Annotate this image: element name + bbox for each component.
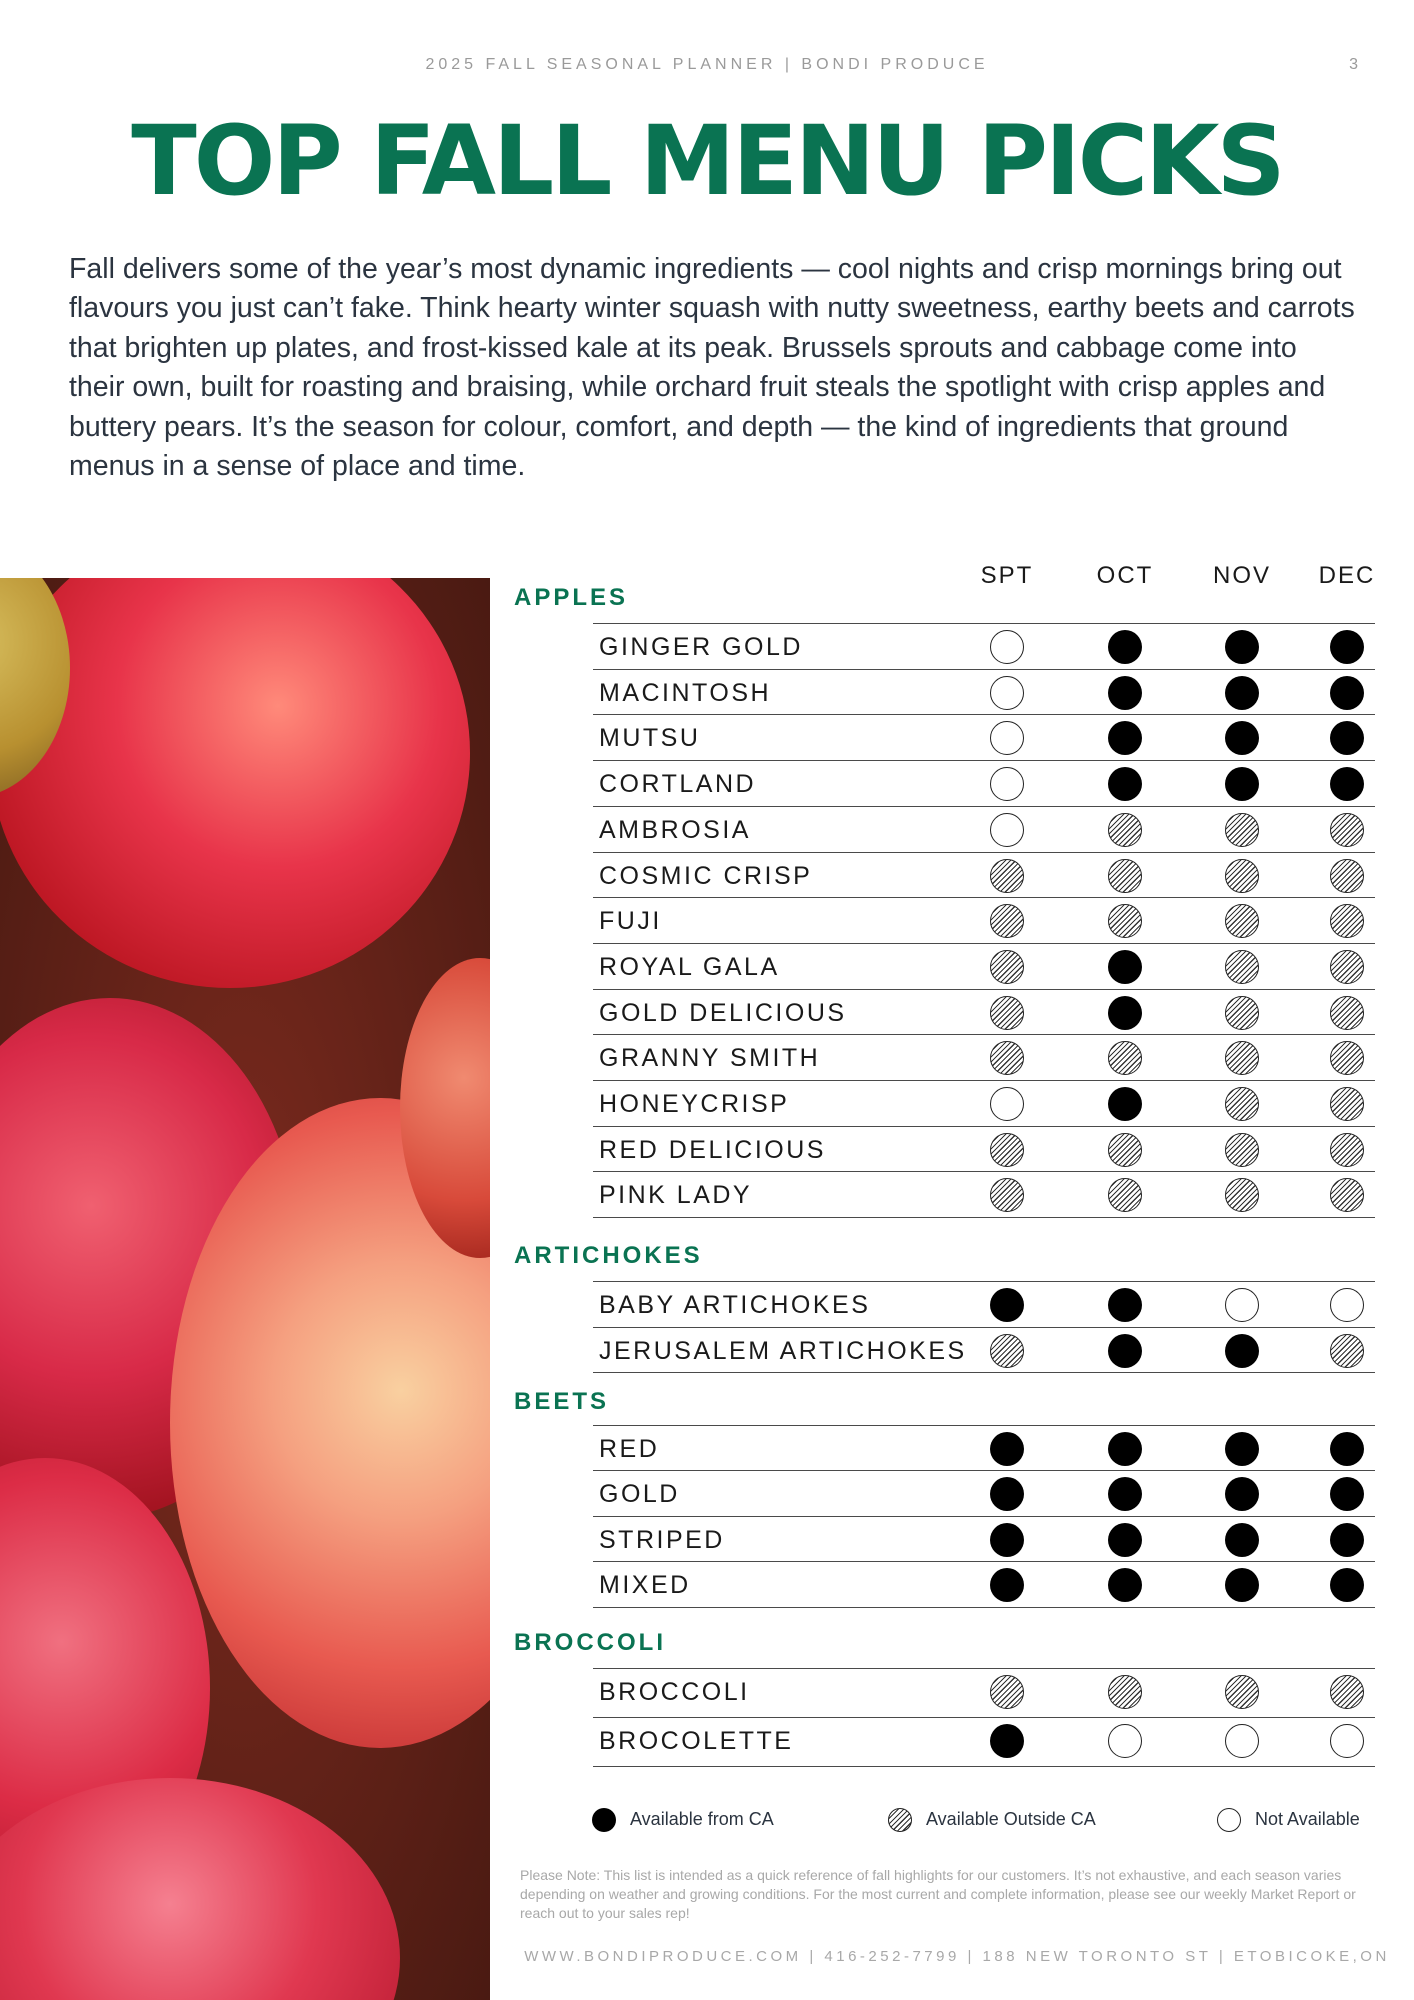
available-ca-dot-icon xyxy=(1225,676,1259,710)
available-ca-dot-icon xyxy=(1108,676,1142,710)
row-label: BABY ARTICHOKES xyxy=(599,1291,871,1319)
available-outside-ca-dot-icon xyxy=(1330,1178,1364,1212)
available-ca-dot-icon xyxy=(1108,1087,1142,1121)
row-divider xyxy=(593,1668,1375,1669)
available-ca-dot-icon xyxy=(1330,721,1364,755)
disclaimer-note: Please Note: This list is intended as a quick reference of fall highlights for our customers. It’s not exhaustive, and each season varies depending on weather and growing conditions. For the most current and complete information, please see our weekly Market Report or reach out to your sales rep! xyxy=(520,1867,1356,1921)
not-available-dot-icon xyxy=(990,1087,1024,1121)
available-outside-ca-dot-icon xyxy=(1225,859,1259,893)
available-ca-dot-icon xyxy=(1108,996,1142,1030)
row-divider xyxy=(593,1327,1375,1328)
row-divider xyxy=(593,1607,1375,1608)
row-label: GINGER GOLD xyxy=(599,633,803,661)
hatched-dot-icon xyxy=(888,1808,912,1832)
available-outside-ca-dot-icon xyxy=(1225,1675,1259,1709)
legend-not-available: Not Available xyxy=(1217,1808,1360,1832)
row-label: STRIPED xyxy=(599,1525,725,1554)
available-ca-dot-icon xyxy=(1330,630,1364,664)
available-ca-dot-icon xyxy=(1330,767,1364,801)
running-header: 2025 FALL SEASONAL PLANNER | BONDI PRODUCE xyxy=(425,56,989,73)
row-divider xyxy=(593,1425,1375,1426)
not-available-dot-icon xyxy=(1225,1288,1259,1322)
row-divider xyxy=(593,1372,1375,1373)
row-divider xyxy=(593,669,1375,670)
row-divider xyxy=(593,1126,1375,1127)
available-outside-ca-dot-icon xyxy=(1225,904,1259,938)
available-outside-ca-dot-icon xyxy=(1225,1041,1259,1075)
available-ca-dot-icon xyxy=(1225,1432,1259,1466)
available-ca-dot-icon xyxy=(1108,1477,1142,1511)
not-available-dot-icon xyxy=(1225,1724,1259,1758)
available-outside-ca-dot-icon xyxy=(990,1041,1024,1075)
not-available-dot-icon xyxy=(990,630,1024,664)
available-outside-ca-dot-icon xyxy=(1225,1178,1259,1212)
row-divider xyxy=(593,1171,1375,1172)
not-available-dot-icon xyxy=(990,813,1024,847)
category-apples: APPLES xyxy=(514,584,629,611)
available-ca-dot-icon xyxy=(1225,1334,1259,1368)
available-ca-dot-icon xyxy=(1330,1523,1364,1557)
empty-dot-icon xyxy=(1217,1808,1241,1832)
available-ca-dot-icon xyxy=(1108,630,1142,664)
available-outside-ca-dot-icon xyxy=(1108,1675,1142,1709)
row-label: HONEYCRISP xyxy=(599,1090,790,1118)
available-outside-ca-dot-icon xyxy=(1330,904,1364,938)
available-outside-ca-dot-icon xyxy=(1330,996,1364,1030)
available-outside-ca-dot-icon xyxy=(1108,1041,1142,1075)
available-outside-ca-dot-icon xyxy=(1225,1133,1259,1167)
row-label: MACINTOSH xyxy=(599,678,772,707)
row-label: RED xyxy=(599,1435,660,1463)
row-label: GRANNY SMITH xyxy=(599,1044,821,1073)
row-divider xyxy=(593,1717,1375,1718)
available-outside-ca-dot-icon xyxy=(1108,904,1142,938)
available-outside-ca-dot-icon xyxy=(990,1178,1024,1212)
available-outside-ca-dot-icon xyxy=(1330,813,1364,847)
row-label: FUJI xyxy=(599,907,662,936)
available-ca-dot-icon xyxy=(990,1523,1024,1557)
available-ca-dot-icon xyxy=(1225,1568,1259,1602)
available-ca-dot-icon xyxy=(1108,1568,1142,1602)
available-outside-ca-dot-icon xyxy=(1108,813,1142,847)
row-label: AMBROSIA xyxy=(599,815,751,844)
available-outside-ca-dot-icon xyxy=(1108,1178,1142,1212)
row-divider xyxy=(593,1080,1375,1081)
available-outside-ca-dot-icon xyxy=(1225,950,1259,984)
available-ca-dot-icon xyxy=(1225,1523,1259,1557)
row-divider xyxy=(593,623,1375,624)
available-outside-ca-dot-icon xyxy=(990,1675,1024,1709)
month-header-nov: NOV xyxy=(1212,562,1271,589)
month-header-dec: DEC xyxy=(1318,562,1376,589)
available-ca-dot-icon xyxy=(1225,767,1259,801)
available-ca-dot-icon xyxy=(1330,1568,1364,1602)
available-outside-ca-dot-icon xyxy=(990,1334,1024,1368)
available-outside-ca-dot-icon xyxy=(1330,1133,1364,1167)
row-label: RED DELICIOUS xyxy=(599,1135,826,1164)
row-label: BROCOLETTE xyxy=(599,1727,794,1755)
not-available-dot-icon xyxy=(990,721,1024,755)
row-divider xyxy=(593,1516,1375,1517)
available-ca-dot-icon xyxy=(990,1724,1024,1758)
row-divider xyxy=(593,714,1375,715)
available-outside-ca-dot-icon xyxy=(990,950,1024,984)
available-ca-dot-icon xyxy=(990,1432,1024,1466)
available-outside-ca-dot-icon xyxy=(990,1133,1024,1167)
available-ca-dot-icon xyxy=(1108,1523,1142,1557)
available-outside-ca-dot-icon xyxy=(1108,1133,1142,1167)
row-divider xyxy=(593,806,1375,807)
available-outside-ca-dot-icon xyxy=(1330,1334,1364,1368)
full-dot-icon xyxy=(592,1808,616,1832)
category-artichokes: ARTICHOKES xyxy=(514,1242,703,1269)
row-divider xyxy=(593,1217,1375,1218)
available-outside-ca-dot-icon xyxy=(990,859,1024,893)
available-ca-dot-icon xyxy=(1225,630,1259,664)
available-ca-dot-icon xyxy=(1330,676,1364,710)
available-outside-ca-dot-icon xyxy=(1225,1087,1259,1121)
available-ca-dot-icon xyxy=(1108,950,1142,984)
contact-footer: WWW.BONDIPRODUCE.COM | 416-252-7799 | 188 NEW TORONTO ST | ETOBICOKE,ON xyxy=(524,1948,1390,1965)
row-divider xyxy=(593,897,1375,898)
row-label: MIXED xyxy=(599,1571,691,1600)
row-divider xyxy=(593,1470,1375,1471)
month-header-oct: OCT xyxy=(1096,562,1154,589)
row-label: BROCCOLI xyxy=(599,1678,750,1706)
available-ca-dot-icon xyxy=(990,1568,1024,1602)
available-ca-dot-icon xyxy=(1108,1334,1142,1368)
row-label: MUTSU xyxy=(599,724,701,753)
not-available-dot-icon xyxy=(1108,1724,1142,1758)
available-outside-ca-dot-icon xyxy=(1225,996,1259,1030)
row-divider xyxy=(593,1281,1375,1282)
row-label: GOLD xyxy=(599,1480,680,1509)
page-number: 3 xyxy=(1349,56,1358,73)
available-outside-ca-dot-icon xyxy=(1330,1675,1364,1709)
legend-available-ca: Available from CA xyxy=(592,1808,774,1832)
available-ca-dot-icon xyxy=(1225,721,1259,755)
row-divider xyxy=(593,989,1375,990)
month-header-spt: SPT xyxy=(980,562,1034,589)
row-label: ROYAL GALA xyxy=(599,952,780,981)
available-ca-dot-icon xyxy=(1108,1432,1142,1466)
available-ca-dot-icon xyxy=(1330,1432,1364,1466)
row-divider xyxy=(593,1561,1375,1562)
available-outside-ca-dot-icon xyxy=(1330,950,1364,984)
available-ca-dot-icon xyxy=(1225,1477,1259,1511)
available-ca-dot-icon xyxy=(1330,1477,1364,1511)
row-label: JERUSALEM ARTICHOKES xyxy=(599,1336,967,1365)
available-ca-dot-icon xyxy=(990,1477,1024,1511)
row-label: PINK LADY xyxy=(599,1181,753,1210)
row-divider xyxy=(593,1766,1375,1767)
available-outside-ca-dot-icon xyxy=(1330,1087,1364,1121)
not-available-dot-icon xyxy=(990,676,1024,710)
available-outside-ca-dot-icon xyxy=(1330,859,1364,893)
category-broccoli: BROCCOLI xyxy=(514,1629,666,1656)
not-available-dot-icon xyxy=(1330,1288,1364,1322)
legend-outside-ca: Available Outside CA xyxy=(888,1808,1096,1832)
row-divider xyxy=(593,1034,1375,1035)
row-label: COSMIC CRISP xyxy=(599,861,813,890)
available-outside-ca-dot-icon xyxy=(990,904,1024,938)
page-title: TOP FALL MENU PICKS xyxy=(131,105,1283,217)
category-beets: BEETS xyxy=(514,1388,610,1415)
available-ca-dot-icon xyxy=(1108,1288,1142,1322)
not-available-dot-icon xyxy=(1330,1724,1364,1758)
intro-paragraph: Fall delivers some of the year’s most dynamic ingredients — cool nights and crisp mornings bring out flavours you just can’t fake. Think hearty winter squash with nutty sweetness, earthy beets and carrots that brighten up plates, and frost-kissed kale at its peak. Brussels sprouts and cabbage come into their own, built for roasting and braising, while orchard fruit steals the spotlight with crisp apples and buttery pears. It’s the season for colour, comfort, and depth — the kind of ingredients that ground menus in a sense of place and time. xyxy=(69,253,1355,483)
available-ca-dot-icon xyxy=(1108,767,1142,801)
row-divider xyxy=(593,943,1375,944)
row-divider xyxy=(593,760,1375,761)
apples-photo xyxy=(0,578,490,2000)
row-label: CORTLAND xyxy=(599,770,757,799)
available-ca-dot-icon xyxy=(990,1288,1024,1322)
available-outside-ca-dot-icon xyxy=(1330,1041,1364,1075)
available-outside-ca-dot-icon xyxy=(1108,859,1142,893)
row-label: GOLD DELICIOUS xyxy=(599,998,847,1027)
available-ca-dot-icon xyxy=(1108,721,1142,755)
not-available-dot-icon xyxy=(990,767,1024,801)
row-divider xyxy=(593,852,1375,853)
available-outside-ca-dot-icon xyxy=(990,996,1024,1030)
available-outside-ca-dot-icon xyxy=(1225,813,1259,847)
